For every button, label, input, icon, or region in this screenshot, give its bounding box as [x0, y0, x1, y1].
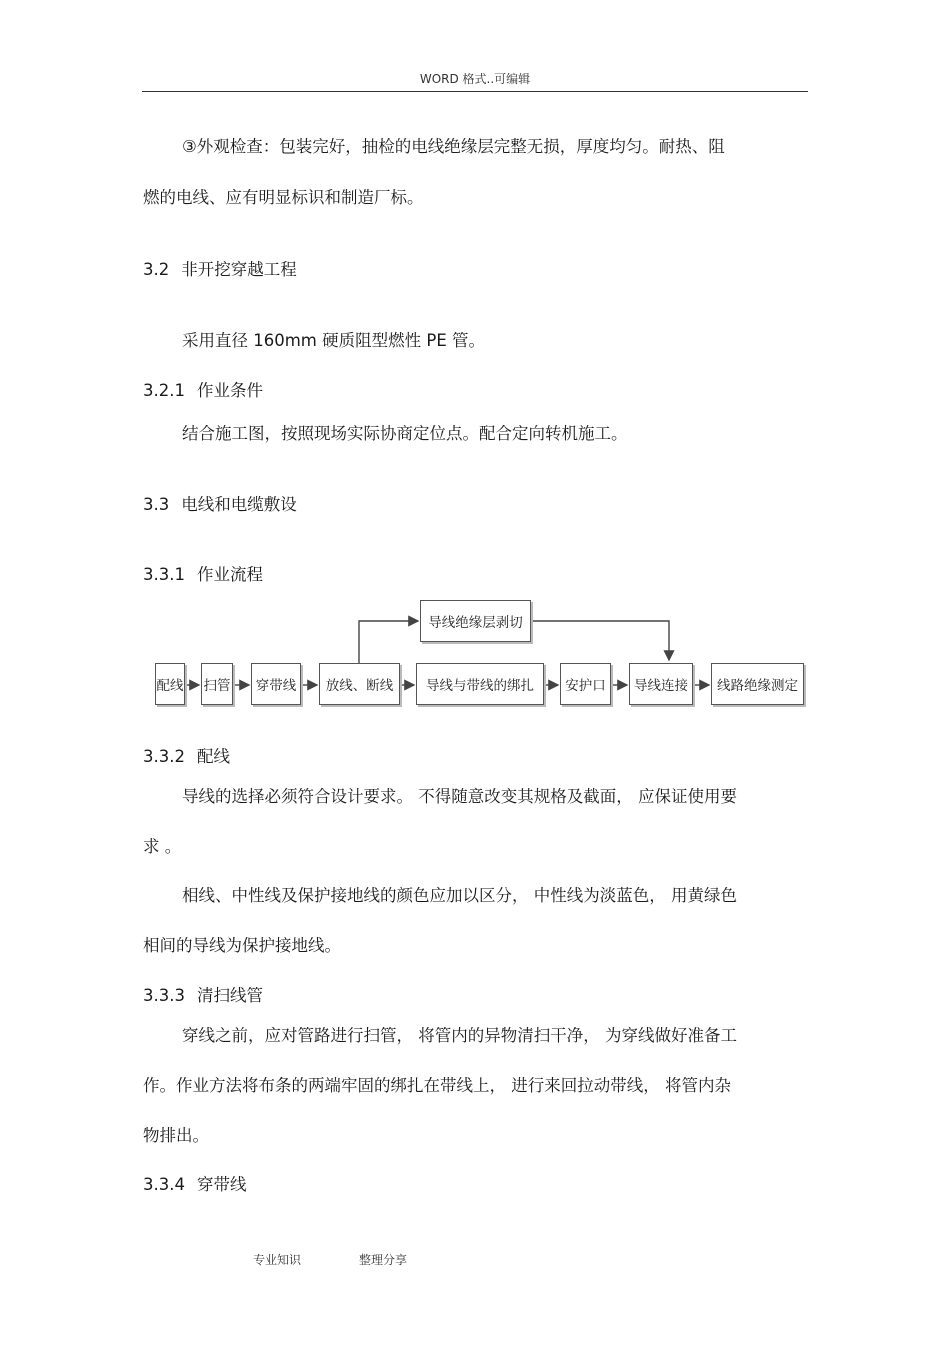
paragraph-line: ③外观检查：包装完好，抽检的电线绝缘层完整无损，厚度均匀。耐热、阻 — [182, 137, 725, 156]
paragraph-line: 导线的选择必须符合设计要求。 不得随意改变其规格及截面， 应保证使用要 — [182, 787, 737, 806]
flow-step: 穿带线 — [251, 663, 301, 705]
section-heading-3-3-2 — [143, 743, 230, 767]
flow-arrow-branch-down — [531, 621, 669, 660]
section-title: 电线和电缆敷设 — [181, 495, 297, 514]
flow-arrow-branch-up — [359, 621, 418, 663]
section-number: 3.3.4 — [143, 1175, 185, 1194]
section-number: 3.2.1 — [143, 381, 185, 400]
section-number: 3.3.1 — [143, 565, 185, 584]
section-number: 3.3.3 — [143, 986, 185, 1005]
paragraph-line: 燃的电线、应有明显标识和制造厂标。 — [143, 188, 424, 207]
section-title: 穿带线 — [196, 1175, 247, 1194]
flow-step: 放线、断线 — [319, 663, 400, 705]
paragraph-line: 物排出。 — [143, 1126, 209, 1145]
section-title: 作业条件 — [196, 381, 263, 400]
section-number: 3.3 — [143, 495, 170, 514]
paragraph-line: 作。作业方法将布条的两端牢固的绑扎在带线上， 进行来回拉动带线， 将管内杂 — [143, 1076, 731, 1095]
paragraph-line: 结合施工图，按照现场实际协商定位点。配合定向转机施工。 — [182, 424, 628, 443]
section-heading-3-3-3 — [143, 982, 263, 1006]
paragraph-line: 采用直径 160mm 硬质阻型燃性 PE 管。 — [182, 331, 485, 350]
paragraph-line: 相线、中性线及保护接地线的颜色应加以区分， 中性线为淡蓝色， 用黄绿色 — [182, 886, 737, 905]
paragraph-line: 相间的导线为保护接地线。 — [143, 936, 341, 955]
footer-left: 专业知识 — [253, 1253, 302, 1267]
paragraph-line: 求 。 — [143, 837, 182, 856]
section-title: 配线 — [196, 747, 230, 766]
section-title: 作业流程 — [196, 565, 263, 584]
flow-step-top: 导线绝缘层剥切 — [420, 600, 531, 642]
flow-step: 导线连接 — [629, 663, 693, 705]
section-title: 非开挖穿越工程 — [181, 260, 297, 279]
flow-step: 配线 — [155, 663, 185, 705]
flow-step: 扫管 — [201, 663, 233, 705]
flow-step: 线路绝缘测定 — [711, 663, 804, 705]
footer-right: 整理分享 — [359, 1253, 408, 1267]
section-heading-3-3-4 — [143, 1171, 246, 1195]
section-number: 3.3.2 — [143, 747, 185, 766]
flow-step: 导线与带线的绑扎 — [416, 663, 544, 705]
flow-step: 安护口 — [560, 663, 611, 705]
section-title: 清扫线管 — [196, 986, 263, 1005]
section-number: 3.2 — [143, 260, 170, 279]
paragraph-line: 穿线之前，应对管路进行扫管， 将管内的异物清扫干净， 为穿线做好准备工 — [182, 1026, 737, 1045]
page-header: WORD 格式..可编辑 — [419, 72, 531, 86]
